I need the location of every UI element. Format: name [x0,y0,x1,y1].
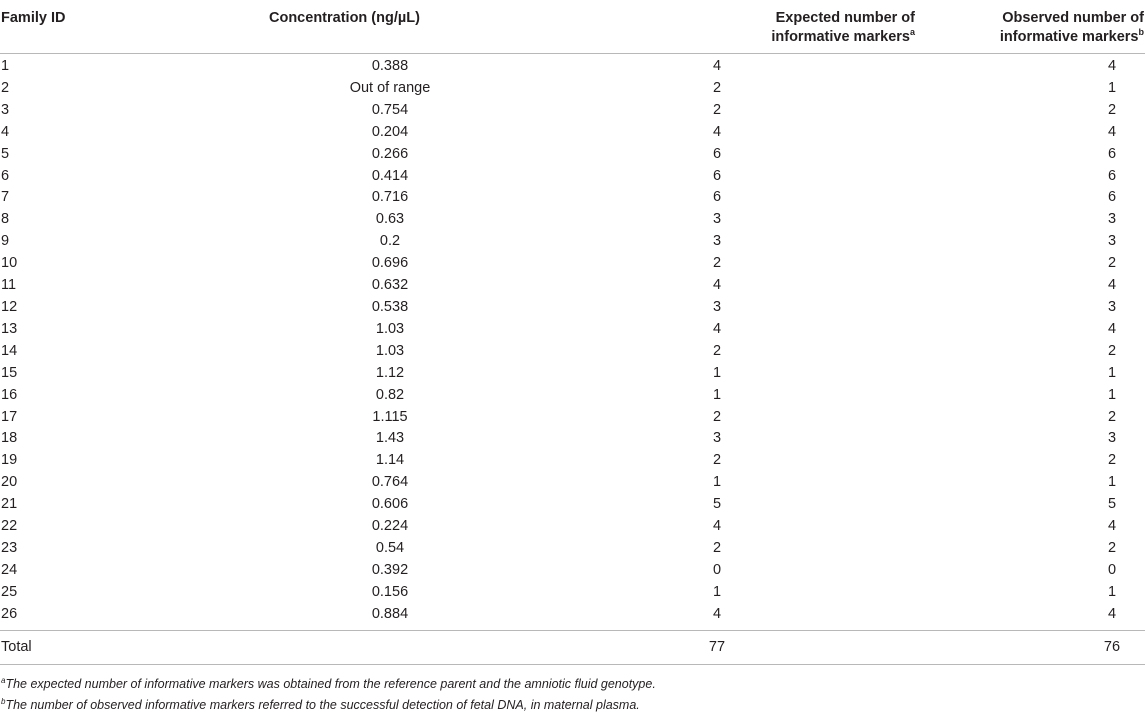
cell-observed [915,494,1145,516]
cell-expected [485,144,915,166]
cell-family-id: 16 [1,386,18,403]
cell-expected [485,253,915,275]
cell-observed-value: 2 [1107,539,1117,556]
header-row [0,6,1145,54]
cell-observed [915,538,1145,560]
cell-concentration-value: 0.716 [371,189,409,206]
cell-observed [915,582,1145,604]
cell-observed-value: 3 [1107,430,1117,447]
table-row [0,341,1145,363]
header-observed-line2: informative markers [999,29,1139,45]
cell-observed [915,516,1145,538]
cell-observed [915,385,1145,407]
cell-concentration [175,297,485,319]
total-label: Total [0,630,175,664]
cell-observed-value: 4 [1107,58,1117,74]
cell-concentration-value: 0.204 [371,123,409,140]
cell-observed [915,450,1145,472]
footnote-b-mark: b [1,696,6,706]
cell-observed [915,78,1145,100]
header-expected-markers [485,6,915,54]
cell-expected [485,166,915,188]
cell-observed [915,428,1145,450]
cell-family-id: 19 [1,452,18,469]
cell-observed-value: 4 [1107,123,1117,140]
cell-observed-value: 6 [1107,189,1117,206]
table-body [0,54,1145,665]
cell-expected-value: 6 [712,145,722,162]
cell-concentration-value: 0.54 [375,539,405,556]
cell-concentration-value: 1.03 [375,320,405,337]
cell-expected [485,407,915,429]
table-row [0,297,1145,319]
table-row [0,407,1145,429]
cell-concentration-value: 1.03 [375,342,405,359]
cell-family-id: 9 [1,233,10,250]
total-expected-value: 77 [708,638,726,655]
cell-observed-value: 4 [1107,605,1117,622]
cell-family-id: 1 [1,58,10,74]
cell-concentration-value: 0.388 [371,58,409,74]
cell-concentration-value: 0.696 [371,255,409,272]
cell-expected-value: 2 [712,408,722,425]
cell-expected-value: 2 [712,452,722,469]
cell-concentration [175,363,485,385]
footnote-a [1,674,656,695]
cell-concentration-value: 0.82 [375,386,405,403]
cell-observed [915,166,1145,188]
cell-observed-value: 2 [1107,342,1117,359]
cell-concentration-value: 0.266 [371,145,409,162]
cell-expected-value: 4 [712,605,722,622]
cell-concentration [175,54,485,78]
cell-expected [485,560,915,582]
cell-observed-value: 0 [1107,561,1117,578]
cell-concentration-value: 0.606 [371,496,409,513]
cell-family-id: 24 [1,561,18,578]
header-expected-line2: informative markers [771,29,910,45]
cell-expected-value: 6 [712,189,722,206]
header-expected-line1: Expected number of [775,10,915,26]
cell-expected-value: 0 [712,561,722,578]
cell-concentration-value: 0.414 [371,167,409,184]
cell-expected-value: 1 [712,386,722,403]
cell-concentration-value: 1.115 [372,408,408,425]
cell-concentration [175,428,485,450]
table-row [0,100,1145,122]
cell-concentration-value: Out of range [349,79,431,96]
cell-observed-value: 1 [1107,364,1117,381]
total-expected [485,630,915,664]
cell-expected [485,78,915,100]
table-row [0,428,1145,450]
cell-concentration-value: 0.764 [371,474,409,491]
cell-expected [485,100,915,122]
cell-expected [485,472,915,494]
cell-family-id: 26 [1,605,18,622]
cell-family-id: 2 [1,79,10,96]
footnote-a-text: The expected number of informative markers was obtained from the reference parent and the amniotic fluid genotype. [5,677,656,691]
total-observed-value: 76 [1103,638,1121,655]
cell-observed [915,319,1145,341]
cell-observed-value: 4 [1107,518,1117,535]
cell-family-id: 12 [1,298,18,315]
table-row [0,516,1145,538]
cell-concentration [175,407,485,429]
cell-concentration [175,166,485,188]
cell-observed-value: 1 [1107,583,1117,600]
cell-concentration-value: 0.754 [371,101,409,118]
cell-expected-value: 4 [712,320,722,337]
cell-concentration-value: 1.14 [375,452,405,469]
cell-family-id: 11 [1,277,17,294]
table-row [0,472,1145,494]
cell-concentration-value: 0.538 [371,298,409,315]
cell-expected [485,122,915,144]
cell-concentration [175,385,485,407]
table-row [0,604,1145,626]
cell-family-id: 18 [1,430,18,447]
cell-observed [915,144,1145,166]
cell-observed [915,253,1145,275]
cell-concentration [175,275,485,297]
cell-expected-value: 6 [712,167,722,184]
total-concentration [175,630,485,664]
cell-expected-value: 2 [712,539,722,556]
table-row [0,187,1145,209]
cell-expected-value: 3 [712,430,722,447]
table-footnotes [1,674,656,716]
cell-concentration [175,78,485,100]
cell-observed-value: 1 [1107,79,1117,96]
cell-concentration [175,604,485,626]
informative-markers-table [0,6,1145,665]
cell-observed-value: 2 [1107,452,1117,469]
cell-expected [485,450,915,472]
cell-concentration [175,187,485,209]
cell-observed-value: 2 [1107,101,1117,118]
data-table-container [0,6,1145,665]
cell-family-id: 23 [1,539,18,556]
cell-observed-value: 2 [1107,255,1117,272]
cell-observed [915,472,1145,494]
table-row [0,253,1145,275]
cell-expected [485,516,915,538]
header-observed-footnote-mark: b [1138,27,1144,38]
cell-expected-value: 3 [712,211,722,228]
cell-observed-value: 2 [1107,408,1117,425]
cell-expected [485,385,915,407]
cell-concentration [175,122,485,144]
cell-family-id: 20 [1,474,18,491]
cell-observed [915,187,1145,209]
cell-concentration-value: 0.156 [371,583,409,600]
cell-family-id: 10 [1,255,18,272]
cell-expected-value: 1 [712,583,722,600]
table-row [0,363,1145,385]
cell-expected [485,187,915,209]
cell-observed [915,122,1145,144]
cell-family-id: 4 [1,123,10,140]
cell-concentration-value: 0.63 [375,211,405,228]
cell-expected [485,604,915,626]
cell-expected-value: 4 [712,277,722,294]
cell-expected-value: 2 [712,101,722,118]
cell-expected-value: 1 [712,364,722,381]
cell-expected [485,319,915,341]
header-family-id: Family ID [0,6,175,54]
cell-expected [485,275,915,297]
table-row [0,494,1145,516]
cell-expected [485,341,915,363]
cell-family-id: 17 [1,408,18,425]
cell-family-id: 15 [1,364,18,381]
header-expected-footnote-mark: a [909,27,915,38]
cell-expected [485,428,915,450]
cell-family-id: 5 [1,145,10,162]
table-row [0,209,1145,231]
total-row [0,630,1145,664]
cell-observed-value: 1 [1107,474,1117,491]
cell-concentration-value: 0.632 [371,277,409,294]
table-row [0,166,1145,188]
cell-family-id: 25 [1,583,18,600]
table-row [0,560,1145,582]
cell-concentration [175,341,485,363]
cell-observed-value: 6 [1107,167,1117,184]
table-row [0,450,1145,472]
cell-concentration-value: 1.12 [375,364,405,381]
header-observed-line1: Observed number of [1002,10,1144,26]
cell-concentration [175,100,485,122]
cell-observed-value: 3 [1107,233,1117,250]
cell-observed [915,100,1145,122]
cell-observed-value: 4 [1107,320,1117,337]
cell-observed [915,209,1145,231]
cell-observed [915,407,1145,429]
header-concentration: Concentration (ng/µL) [175,6,485,54]
table-row [0,54,1145,78]
cell-concentration [175,209,485,231]
cell-concentration [175,516,485,538]
cell-concentration-value: 0.392 [371,561,409,578]
table-row [0,231,1145,253]
cell-family-id: 22 [1,518,18,535]
cell-observed [915,231,1145,253]
cell-concentration [175,450,485,472]
cell-family-id: 8 [1,211,10,228]
cell-observed [915,363,1145,385]
table-row [0,385,1145,407]
cell-expected [485,363,915,385]
cell-family-id: 14 [1,342,18,359]
cell-expected-value: 4 [712,123,722,140]
cell-observed [915,54,1145,78]
footnote-b-text: The number of observed informative markers referred to the successful detection of fetal DNA, in maternal plasma. [5,698,640,712]
cell-observed-value: 3 [1107,211,1117,228]
cell-expected-value: 5 [712,496,722,513]
cell-expected [485,538,915,560]
cell-concentration [175,494,485,516]
cell-concentration [175,472,485,494]
cell-concentration-value: 0.2 [379,233,401,250]
cell-expected-value: 2 [712,342,722,359]
cell-observed [915,604,1145,626]
cell-concentration [175,560,485,582]
cell-expected-value: 3 [712,233,722,250]
table-row [0,582,1145,604]
cell-concentration [175,538,485,560]
cell-expected-value: 3 [712,298,722,315]
cell-expected-value: 1 [712,474,722,491]
cell-family-id: 21 [1,496,18,513]
table-row [0,144,1145,166]
cell-observed-value: 5 [1107,496,1117,513]
cell-family-id: 13 [1,320,18,337]
cell-expected [485,209,915,231]
cell-expected [485,297,915,319]
table-row [0,275,1145,297]
cell-concentration [175,319,485,341]
cell-expected-value: 2 [712,79,722,96]
cell-expected-value: 4 [712,58,722,74]
cell-concentration [175,231,485,253]
cell-expected [485,54,915,78]
cell-expected [485,582,915,604]
table-row [0,78,1145,100]
cell-family-id: 3 [1,101,10,118]
cell-observed [915,560,1145,582]
cell-concentration-value: 1.43 [375,430,405,447]
cell-concentration [175,144,485,166]
total-observed [915,630,1145,664]
table-row [0,538,1145,560]
cell-expected [485,494,915,516]
cell-observed [915,341,1145,363]
cell-observed-value: 6 [1107,145,1117,162]
cell-expected [485,231,915,253]
cell-observed-value: 4 [1107,277,1117,294]
cell-concentration [175,582,485,604]
cell-family-id: 7 [1,189,10,206]
cell-expected-value: 4 [712,518,722,535]
cell-expected-value: 2 [712,255,722,272]
footnote-a-mark: a [1,675,6,685]
table-header [0,6,1145,54]
cell-observed-value: 3 [1107,298,1117,315]
table-row [0,319,1145,341]
cell-observed-value: 1 [1107,386,1117,403]
header-observed-markers [915,6,1145,54]
table-row [0,122,1145,144]
cell-concentration-value: 0.224 [371,518,409,535]
cell-concentration-value: 0.884 [371,605,409,622]
cell-concentration [175,253,485,275]
cell-family-id: 6 [1,167,10,184]
cell-observed [915,297,1145,319]
cell-observed [915,275,1145,297]
